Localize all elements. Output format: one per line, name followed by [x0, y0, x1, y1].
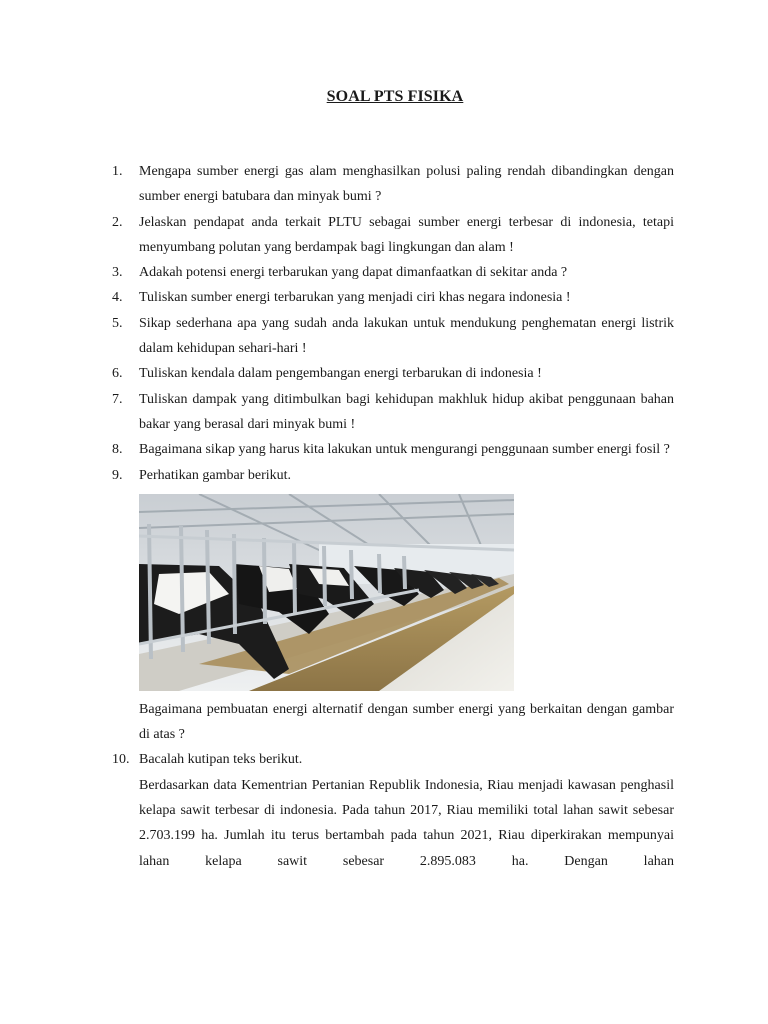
question-number: 8.: [112, 442, 123, 458]
question-text: Tuliskan dampak yang ditimbulkan bagi kehidupan makhluk hidup akibat penggunaan bahan bakar yang berasal dari minyak bumi !: [139, 391, 674, 432]
question-item: [112, 285, 674, 310]
question-number: 3.: [112, 265, 123, 281]
question-text: Tuliskan kendala dalam pengembangan energi terbarukan di indonesia !: [139, 366, 542, 382]
question-item: [112, 210, 674, 261]
question-number: 2.: [112, 214, 123, 230]
question-number: 4.: [112, 290, 123, 306]
question-number: 6.: [112, 366, 123, 382]
question-number: 1.: [112, 164, 123, 179]
question-item: [112, 437, 674, 462]
question-number: 9.: [112, 467, 123, 483]
question-number: 7.: [112, 391, 123, 407]
reading-passage: Berdasarkan data Kementrian Pertanian Republik Indonesia, Riau menjadi kawasan penghasil kelapa sawit terbesar di indonesia. Pada tahun 2017, Riau memiliki total lahan sawit sebesar 2.703.199 ha. Jumlah itu terus bertambah pada tahun 2021, Riau diperkirakan mempunyai lahan kelapa sawit sebesar 2.895.083 ha. Dengan lahan: [139, 777, 674, 869]
question-item: [112, 747, 674, 873]
question-text: Mengapa sumber energi gas alam menghasilkan polusi paling rendah dibandingkan dengan sumber energi batubara dan minyak bumi ?: [139, 164, 674, 205]
cattle-barn-photo: [139, 494, 514, 691]
question-text: Bacalah kutipan teks berikut.: [139, 752, 303, 768]
question-text: Adakah potensi energi terbarukan yang dapat dimanfaatkan di sekitar anda ?: [139, 265, 568, 281]
question-text: Bagaimana sikap yang harus kita lakukan untuk mengurangi penggunaan sumber energi fosil ?: [139, 442, 670, 458]
question-item: [112, 387, 674, 438]
question-list: [112, 159, 674, 874]
question-item: [112, 311, 674, 362]
page-title: SOAL PTS FISIKA: [326, 88, 464, 105]
question-text: Sikap sederhana apa yang sudah anda lakukan untuk mendukung penghematan energi listrik dalam kehidupan sehari-hari !: [139, 315, 674, 357]
question-text: Jelaskan pendapat anda terkait PLTU sebagai sumber energi terbesar di indonesia, tetapi menyumbang polutan yang berdampak bagi lingkungan dan alam !: [139, 214, 674, 255]
question-item: [112, 361, 674, 386]
question-item: [112, 159, 674, 210]
question-number: 10.: [112, 752, 130, 768]
question-follow-up: Bagaimana pembuatan energi alternatif dengan sumber energi yang berkaitan dengan gambar di atas ?: [139, 701, 674, 743]
question-number: 5.: [112, 315, 123, 331]
question-text: Perhatikan gambar berikut.: [139, 467, 292, 483]
question-text: Tuliskan sumber energi terbarukan yang menjadi ciri khas negara indonesia !: [139, 290, 571, 306]
question-item: [112, 260, 674, 285]
question-item: [112, 463, 674, 748]
